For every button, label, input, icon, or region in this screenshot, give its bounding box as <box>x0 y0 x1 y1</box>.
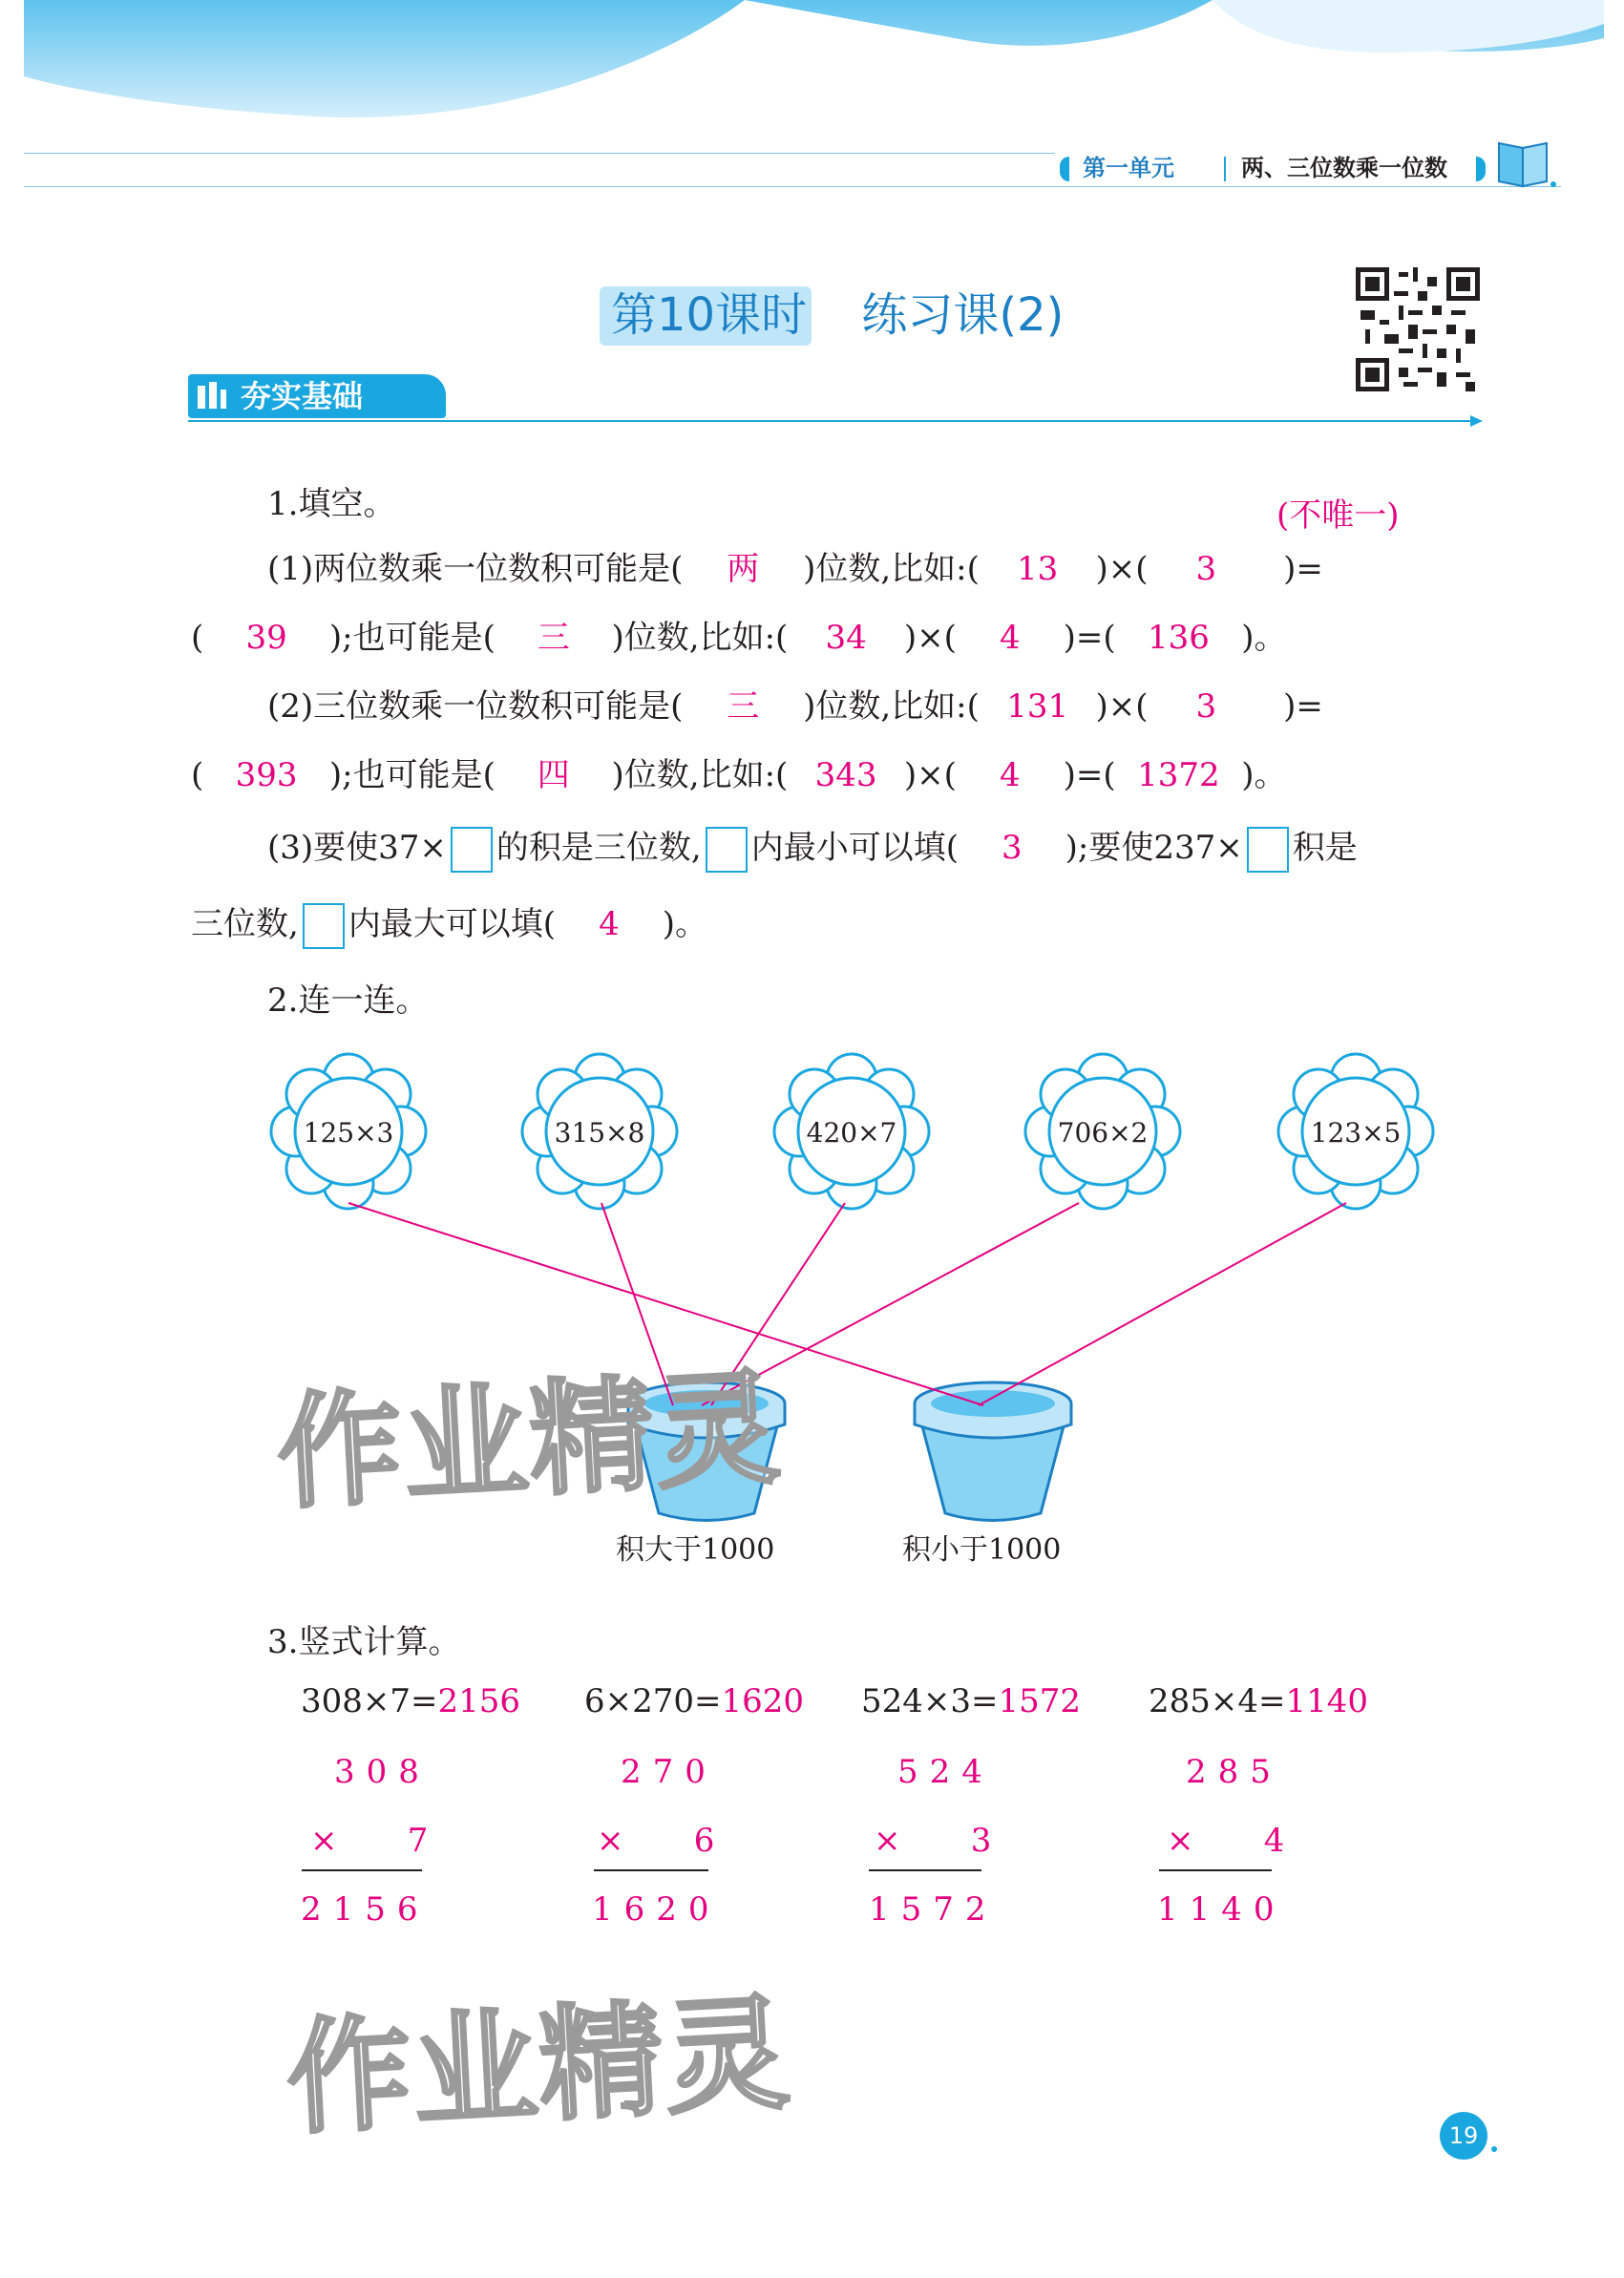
q1-p2-l2-text-c: )位数,比如:( <box>611 756 789 794</box>
section-rule <box>188 420 1477 422</box>
q1-p1-answer-8: 136 <box>1147 619 1210 657</box>
q1-title: 1.填空。 <box>267 485 396 523</box>
q3-p1-result: 2156 <box>301 1890 430 1929</box>
q1-p2-answer-6: 343 <box>814 756 877 794</box>
q1-p3-text-b: 的积是三位数, <box>496 829 702 867</box>
blank-box <box>451 827 493 873</box>
header-topic-text: 两、三位数乘一位数 <box>1241 155 1447 181</box>
q3-p2-result: 1620 <box>592 1890 721 1929</box>
q3-p4-rule <box>1159 1869 1272 1871</box>
q1-p3-text-a: (3)要使37× <box>267 829 447 867</box>
q3-p1-rule <box>302 1869 422 1871</box>
q1-part3-line2 <box>191 897 707 949</box>
q1-part3-line1 <box>267 821 1358 873</box>
q1-p1-answer-4: 39 <box>245 619 287 657</box>
q3-p3-top: 524 <box>897 1753 994 1791</box>
q1-p1-l2-text-c: )位数,比如:( <box>611 619 789 657</box>
header-unit-group <box>1060 149 1499 187</box>
q1-p1-l2-text-f: )。 <box>1241 619 1287 657</box>
q3-p3-expr: 524×3= <box>861 1682 999 1720</box>
q1-p3-text-c: 内最小可以填( <box>750 829 959 867</box>
q3-problem-1 <box>301 1682 520 1720</box>
q1-p3-text-e: 积是 <box>1292 829 1358 867</box>
q1-p2-answer-5: 四 <box>537 756 570 794</box>
q3-p4-answer: 1140 <box>1285 1682 1369 1720</box>
pot-2-label: 积小于1000 <box>902 1533 1062 1567</box>
q1-p2-text-c: )×( <box>1095 687 1149 726</box>
q1-p3-text-d: );要使237× <box>1065 829 1243 867</box>
page-number: 19 <box>1448 2122 1479 2149</box>
q1-p3-answer-2: 4 <box>599 905 620 943</box>
q3-p3-answer: 1572 <box>998 1682 1082 1720</box>
q1-p1-answer-6: 34 <box>825 619 867 657</box>
qr-code-icon[interactable] <box>1356 267 1480 391</box>
q1-p2-answer-1: 三 <box>727 687 760 726</box>
q1-p2-l2-text-a: ( <box>191 756 204 794</box>
q1-p1-answer-5: 三 <box>537 619 570 657</box>
flower-label-5: 123×5 <box>1310 1117 1402 1149</box>
q1-p2-l2-text-b: );也可能是( <box>328 756 496 794</box>
q1-p1-text-b: )位数,比如:( <box>803 550 980 588</box>
q3-p2-expr: 6×270= <box>584 1682 722 1720</box>
q3-p4-expr: 285×4= <box>1149 1682 1286 1720</box>
q2-title: 2.连一连。 <box>267 981 429 1020</box>
section-icon <box>194 378 232 414</box>
book-icon <box>1494 138 1561 191</box>
q2-pots-and-lines <box>0 1184 1624 1547</box>
q1-p2-text-d: )= <box>1283 687 1323 726</box>
q3-p4-result: 1140 <box>1157 1890 1286 1929</box>
section-arrow-icon <box>1470 414 1484 428</box>
section-title: 夯实基础 <box>241 378 364 414</box>
q1-p3-text-h: )。 <box>662 905 707 943</box>
watermark-1: 作业精灵 <box>273 1355 786 1527</box>
q1-p2-l2-text-f: )。 <box>1241 756 1287 794</box>
q1-part2-line1 <box>267 680 1323 727</box>
q1-p1-text-c: )×( <box>1095 550 1149 588</box>
header-rule-top <box>24 153 1055 154</box>
lesson-name: 练习课(2) <box>861 288 1065 342</box>
q3-p1-mul: × 7 <box>310 1822 434 1860</box>
q3-problem-3 <box>861 1682 1081 1720</box>
q1-p3-text-f: 三位数, <box>191 905 299 943</box>
q3-title: 3.竖式计算。 <box>267 1623 461 1661</box>
q1-p2-l2-text-d: )×( <box>903 756 957 794</box>
blank-box <box>1247 827 1289 873</box>
header-left-cap <box>1060 157 1069 181</box>
q3-p2-top: 270 <box>621 1753 717 1791</box>
q1-p1-text-a: (1)两位数乘一位数积可能是( <box>267 550 684 588</box>
header-divider <box>1224 157 1226 181</box>
q3-problem-4 <box>1149 1682 1368 1720</box>
q1-part2-line2 <box>191 749 1287 795</box>
q1-p3-text-g: 内最大可以填( <box>348 905 557 943</box>
q3-p3-rule <box>869 1869 981 1871</box>
q1-p1-answer-1: 两 <box>727 550 760 588</box>
header-right-cap <box>1476 157 1486 181</box>
q3-p1-top: 308 <box>334 1753 431 1791</box>
q1-note: (不唯一) <box>1276 496 1400 535</box>
q1-p1-l2-text-b: );也可能是( <box>328 619 496 657</box>
q3-p3-mul: × 3 <box>874 1822 998 1860</box>
q1-p2-answer-3: 3 <box>1195 687 1217 726</box>
q1-p1-l2-text-d: )×( <box>903 619 957 657</box>
q1-p2-text-a: (2)三位数乘一位数积可能是( <box>267 687 684 726</box>
q1-p1-answer-3: 3 <box>1195 550 1217 588</box>
pot-2 <box>915 1382 1071 1521</box>
q3-p4-mul: × 4 <box>1167 1822 1291 1860</box>
q1-p1-answer-7: 4 <box>999 619 1021 657</box>
q3-problem-2 <box>584 1682 804 1720</box>
blank-box <box>706 827 748 873</box>
lesson-title <box>600 277 1064 353</box>
watermark-2: 作业精灵 <box>283 1980 795 2152</box>
page-number-dot <box>1491 2146 1497 2152</box>
q3-p3-result: 1572 <box>869 1890 998 1929</box>
header-sky-banner <box>0 0 1624 143</box>
q1-part1-line2 <box>191 611 1287 658</box>
header-unit-text: 第一单元 <box>1083 155 1174 181</box>
q3-p4-top: 285 <box>1186 1753 1282 1791</box>
q1-p2-answer-8: 1372 <box>1137 756 1220 794</box>
flower-label-2: 315×8 <box>554 1117 645 1149</box>
q1-p1-answer-2: 13 <box>1017 550 1059 588</box>
q1-p2-answer-2: 131 <box>1006 687 1069 726</box>
q1-p3-answer-1: 3 <box>1001 829 1023 867</box>
q3-p1-expr: 308×7= <box>301 1682 438 1720</box>
q3-p2-mul: × 6 <box>597 1822 721 1860</box>
lesson-number: 第10课时 <box>611 288 808 342</box>
q3-p2-rule <box>594 1869 708 1871</box>
q3-p2-answer: 1620 <box>721 1682 805 1720</box>
q1-p2-answer-7: 4 <box>999 756 1021 794</box>
q1-p2-text-b: )位数,比如:( <box>803 687 980 726</box>
q1-part1-line1 <box>267 542 1323 589</box>
flower-label-3: 420×7 <box>806 1117 897 1149</box>
blank-box <box>303 903 345 949</box>
q1-p1-l2-text-a: ( <box>191 619 204 657</box>
pot-1-label: 积大于1000 <box>616 1533 775 1567</box>
q1-p2-l2-text-e: )=( <box>1063 756 1116 794</box>
flower-label-4: 706×2 <box>1057 1117 1149 1149</box>
q1-p2-answer-4: 393 <box>235 756 298 794</box>
q1-p1-text-d: )= <box>1283 550 1323 588</box>
q1-p1-l2-text-e: )=( <box>1063 619 1116 657</box>
flower-label-1: 125×3 <box>303 1117 394 1149</box>
q3-p1-answer: 2156 <box>437 1682 521 1720</box>
